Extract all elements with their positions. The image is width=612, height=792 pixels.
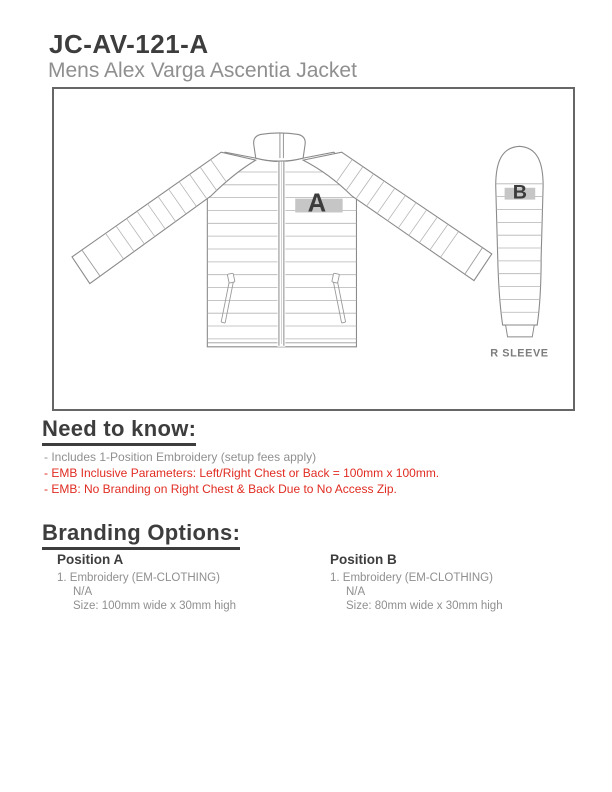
need-to-know-heading: Need to know: — [42, 417, 196, 446]
front-zip — [277, 134, 285, 346]
position-a-block — [57, 552, 236, 613]
product-code: JC-AV-121-A — [49, 29, 209, 59]
r-sleeve-caption: R SLEEVE — [490, 347, 549, 360]
jacket-diagram-frame — [52, 87, 575, 411]
position-a-detail: N/A — [73, 586, 93, 598]
position-b-detail: N/A — [346, 586, 366, 598]
position-b-size: Size: 80mm wide x 30mm high — [346, 600, 503, 612]
position-b-title: Position B — [330, 552, 397, 567]
need-to-know-item: - EMB Inclusive Parameters: Left/Right Chest or Back = 100mm x 100mm. — [44, 466, 440, 480]
position-b-method: 1. Embroidery (EM-CLOTHING) — [330, 572, 493, 584]
jacket-illustration — [54, 89, 573, 409]
need-to-know-item: - EMB: No Branding on Right Chest & Back Due to No Access Zip. — [44, 482, 397, 496]
product-name: Mens Alex Varga Ascentia Jacket — [48, 59, 357, 82]
position-a-size: Size: 100mm wide x 30mm high — [73, 600, 236, 612]
need-to-know-list — [44, 449, 439, 497]
position-a-letter: A — [307, 189, 327, 218]
position-a-title: Position A — [57, 552, 124, 567]
collar — [254, 133, 306, 161]
sleeve-cuff — [506, 325, 535, 337]
r-sleeve-illustration — [490, 146, 548, 359]
branding-options-heading: Branding Options: — [42, 521, 240, 550]
position-a-method: 1. Embroidery (EM-CLOTHING) — [57, 572, 220, 584]
position-b-letter: B — [512, 181, 528, 204]
position-b-block — [330, 552, 503, 613]
need-to-know-item: - Includes 1-Position Embroidery (setup fees apply) — [44, 450, 317, 464]
